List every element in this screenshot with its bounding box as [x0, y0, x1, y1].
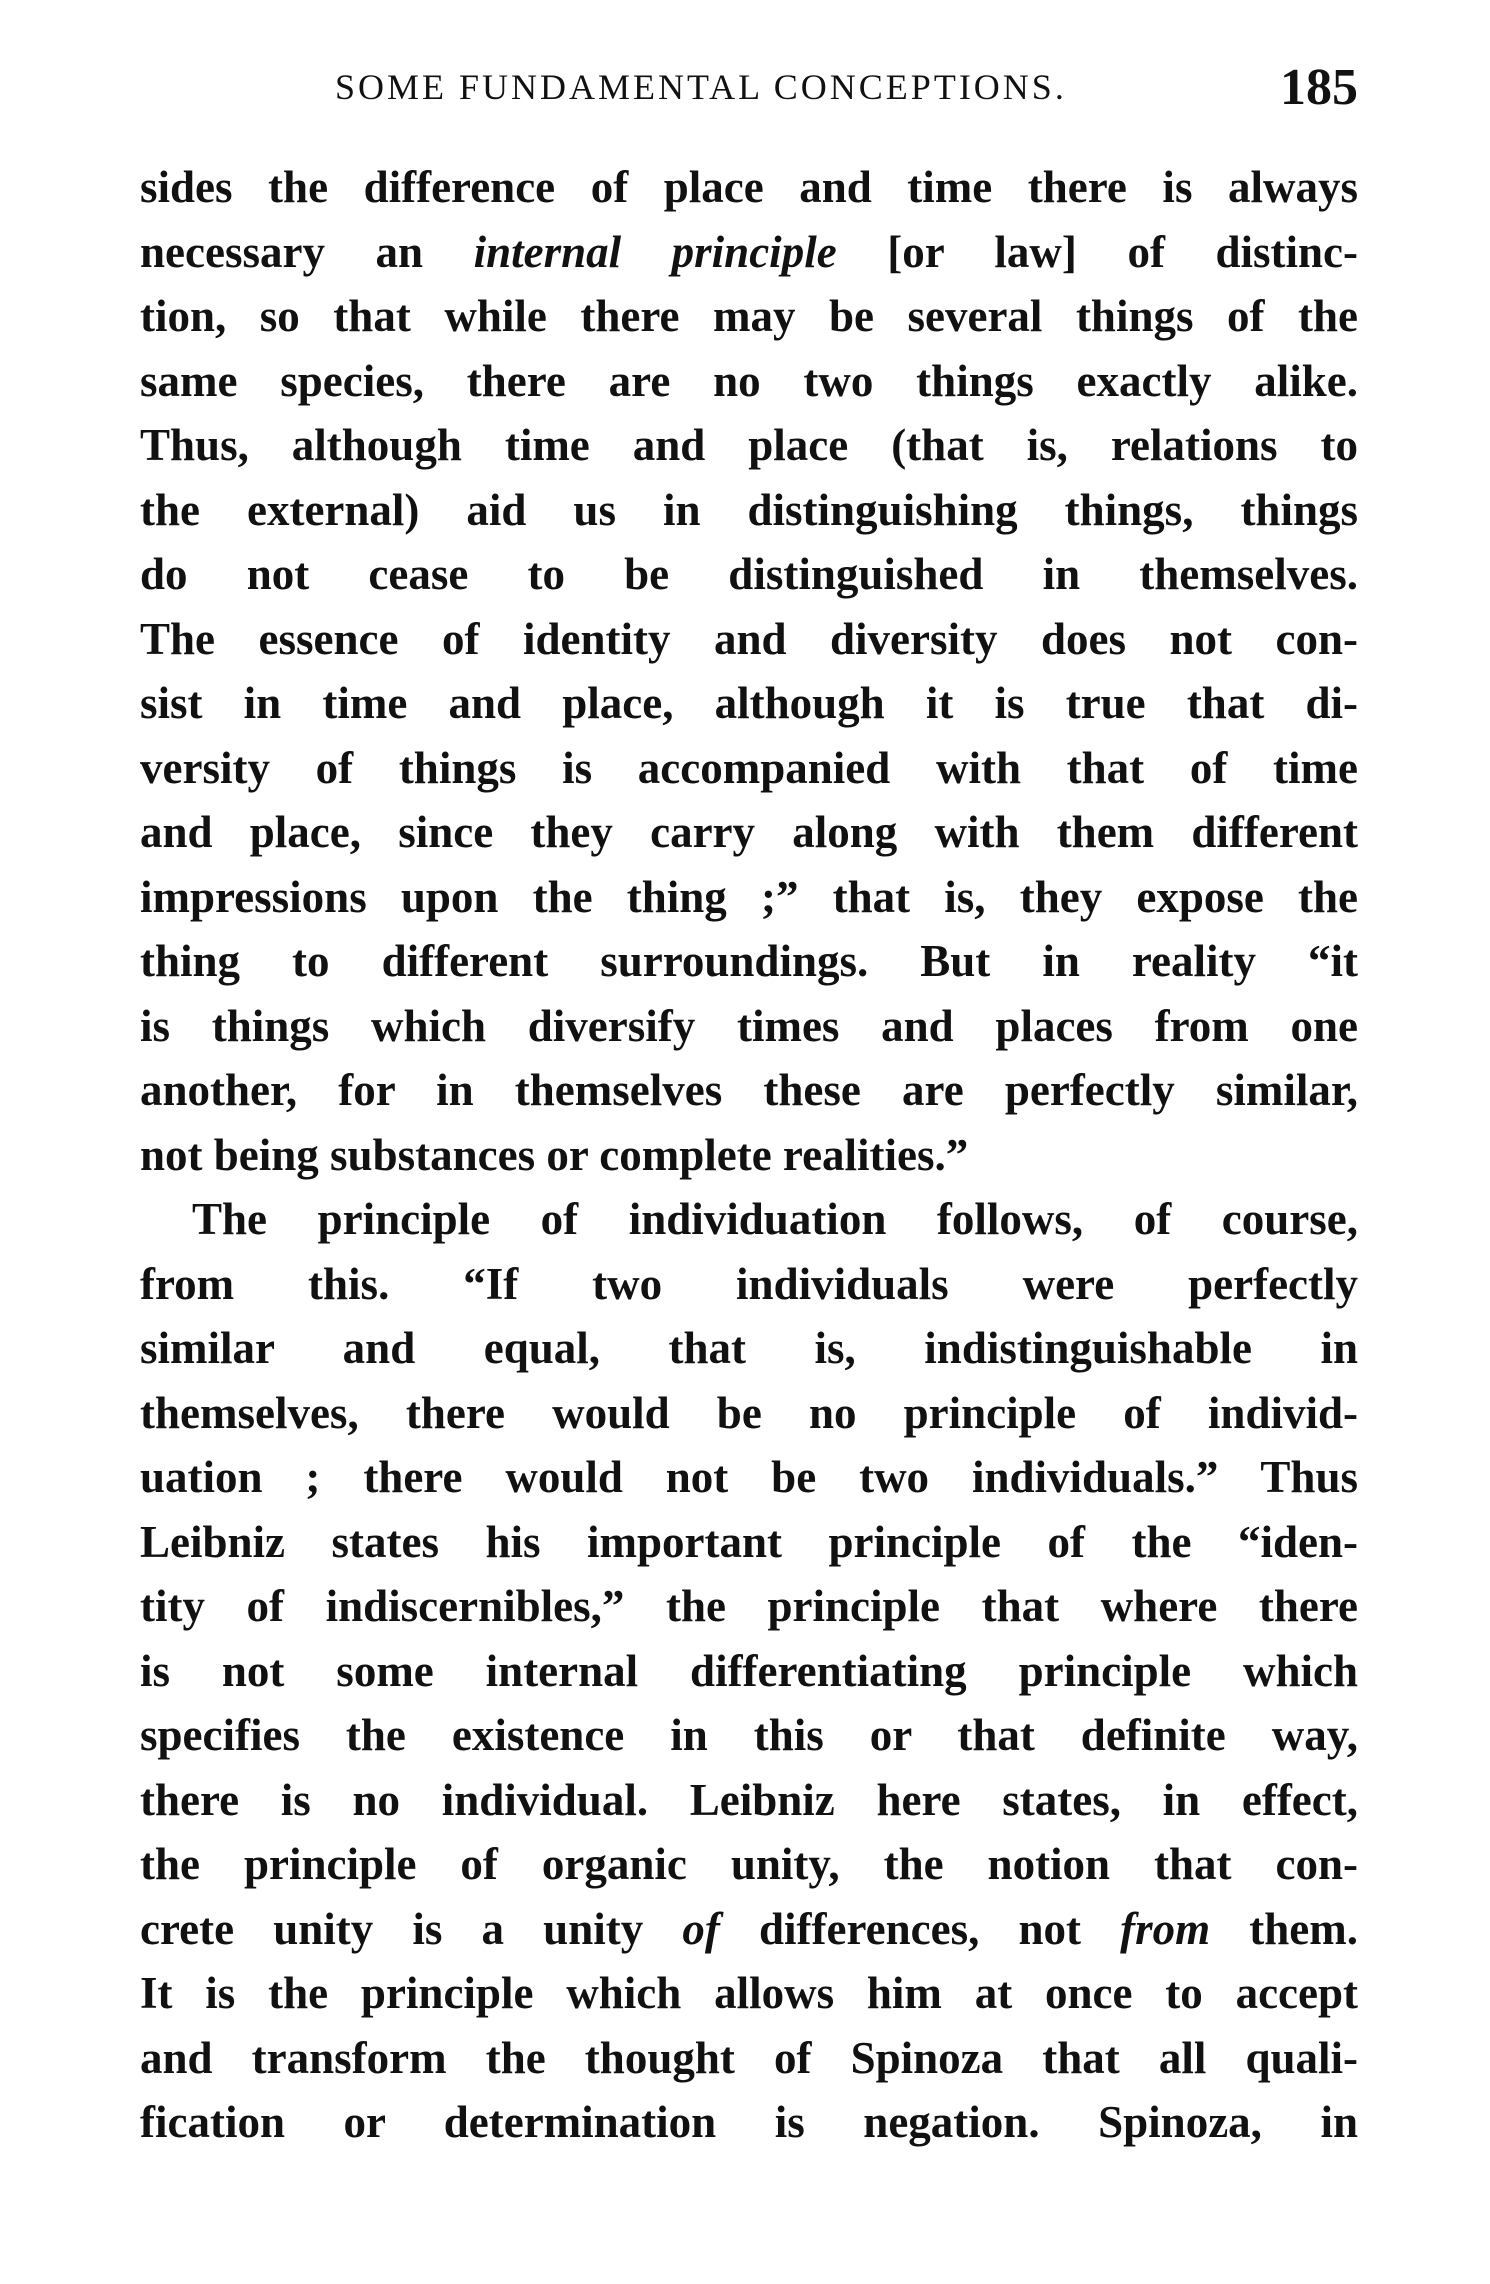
text-run: uation ; there would not be two individuals.” Thus [140, 1452, 1358, 1502]
text-line [140, 1574, 1358, 1639]
text-run: necessary an [140, 226, 474, 277]
text-line [140, 1316, 1358, 1381]
text-run: specifies the existence in this or that definite way, [140, 1710, 1358, 1760]
text-run: from this. “If two individuals were perfectly [140, 1258, 1358, 1309]
text-line [140, 1381, 1358, 1446]
text-run: It is the principle which allows him at once to accept [140, 1968, 1358, 2018]
text-run: there is no individual. Leibniz here states, in effect, [140, 1774, 1358, 1825]
text-line [140, 929, 1358, 994]
text-run: and place, since they carry along with them different [140, 807, 1358, 857]
italic-run: from [1120, 1903, 1211, 1954]
text-line [140, 671, 1358, 736]
text-line [140, 865, 1358, 930]
text-run: thing to different surroundings. But in reality “it [140, 936, 1358, 986]
text-line [140, 1187, 1358, 1252]
text-run: crete unity is a unity [140, 1903, 683, 1954]
text-run: same species, there are no two things exactly alike. [140, 355, 1358, 406]
text-run: and transform the thought of Spinoza that all quali- [140, 2032, 1358, 2083]
text-line [140, 542, 1358, 607]
text-run: fication or determination is negation. Spinoza, in [140, 2097, 1358, 2147]
text-line [140, 1123, 1358, 1188]
text-line [140, 1832, 1358, 1897]
italic-run: of [682, 1903, 720, 1954]
text-run: not being substances or complete realities.” [140, 1129, 969, 1180]
text-run: Leibniz states his important principle of the “iden- [140, 1516, 1358, 1567]
text-run: [or law] of distinc- [836, 226, 1358, 277]
text-line [140, 1703, 1358, 1768]
text-run: do not cease to be distinguished in themselves. [140, 549, 1358, 599]
text-line [140, 994, 1358, 1059]
text-line [140, 1768, 1358, 1833]
text-line [140, 1058, 1358, 1123]
text-run: the principle of organic unity, the notion that con- [140, 1839, 1358, 1889]
text-line [140, 2026, 1358, 2091]
running-head-title: SOME FUNDAMENTAL CONCEPTIONS. [335, 67, 1067, 107]
text-line [140, 155, 1358, 220]
text-run: another, for in themselves these are perfectly similar, [140, 1065, 1358, 1115]
text-run: tity of indiscernibles,” the principle that where there [140, 1581, 1358, 1631]
text-line [140, 284, 1358, 349]
text-line [140, 1445, 1358, 1510]
text-line [140, 220, 1358, 285]
text-run: sist in time and place, although it is true that di- [140, 678, 1358, 728]
page-number: 185 [1280, 59, 1358, 116]
text-line [140, 1639, 1358, 1704]
body-text [140, 155, 1358, 2155]
text-line [140, 736, 1358, 801]
text-run: similar and equal, that is, indistinguishable in [140, 1323, 1358, 1373]
text-run: Thus, although time and place (that is, relations to [140, 420, 1358, 470]
text-line [140, 1510, 1358, 1575]
italic-run: internal principle [473, 226, 837, 277]
text-run: versity of things is accompanied with that of time [140, 742, 1358, 793]
text-line [140, 349, 1358, 414]
text-line [140, 478, 1358, 543]
text-run: The principle of individuation follows, of course, [192, 1194, 1358, 1244]
text-run: impressions upon the thing ;” that is, they expose the [140, 871, 1358, 922]
text-line [140, 607, 1358, 672]
text-run: themselves, there would be no principle of individ- [140, 1387, 1358, 1438]
text-line [140, 1252, 1358, 1317]
text-run: them. [1210, 1903, 1358, 1954]
text-line [140, 1897, 1358, 1962]
running-head [140, 58, 1358, 118]
text-line [140, 413, 1358, 478]
text-run: sides the difference of place and time there is always [140, 162, 1358, 212]
text-line [140, 800, 1358, 865]
text-line [140, 1961, 1358, 2026]
text-run: is things which diversify times and places from one [140, 1000, 1358, 1051]
text-line [140, 2090, 1358, 2155]
text-run: the external) aid us in distinguishing things, things [140, 484, 1358, 535]
text-run: The essence of identity and diversity does not con- [140, 613, 1358, 664]
text-run: is not some internal differentiating principle which [140, 1645, 1358, 1696]
text-run: differences, not [719, 1903, 1121, 1954]
text-run: tion, so that while there may be several things of the [140, 291, 1358, 341]
